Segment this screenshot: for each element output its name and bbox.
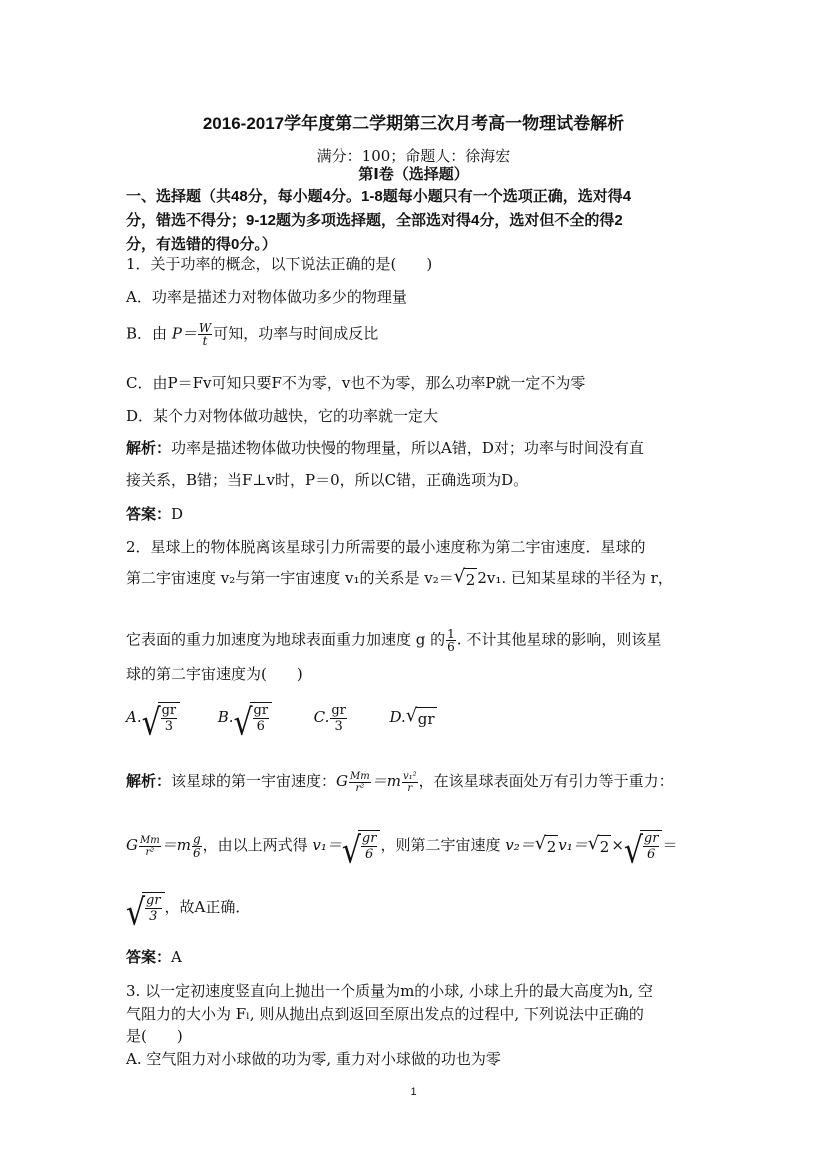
q1-option-c: C．由P＝Fv可知只要F不为零，v也不为零，那么功率P就一定不为零 <box>126 374 586 392</box>
q2-analysis-line-3: √ $\frac{gr}{3}$ ，故A正确． <box>126 892 251 934</box>
instructions-line-1: 一、选择题（共48分，每小题4分。1-8题每小题只有一个选项正确，选对得4 <box>126 188 632 205</box>
q1-stem: 1．关于功率的概念，以下说法正确的是( ) <box>126 255 433 273</box>
page-title: 2016-2017学年度第二学期第三次月考高一物理试卷解析 <box>202 114 625 133</box>
q3-stem-line-3: 是( ) <box>126 1027 183 1045</box>
q2-analysis-line-2: G $\frac{Mm}{\text{r²}}$ ＝m $\frac{g}{6}$ ，由以上两式得 v₁＝ √ $\frac{gr}{6}$ ，则第二宇宙速度 v₂＝ √ 2 v₁＝ √ 2 × √ $\frac{gr}{6}$ ＝ <box>126 830 678 872</box>
section-heading: 第Ⅰ卷（选择题） <box>358 166 469 183</box>
q2-stem-line-3: 它表面的重力加速度为地球表面重力加速度 g 的 $\frac{1}{6}$ . 不计其他星球的影响，则该星 <box>126 627 662 654</box>
q2-option-b: B. √ $\frac{gr}{6}$ <box>218 708 272 726</box>
q2-option-a: A. √ $\frac{gr}{3}$ <box>126 708 180 726</box>
q2-stem-line-1: 2．星球上的物体脱离该星球引力所需要的最小速度称为第二宇宙速度．星球的 <box>126 538 646 556</box>
exam-meta: 满分：100；命题人：徐海宏 <box>316 147 511 165</box>
q1-analysis-line-2: 接关系，B错；当F⊥v时，P＝0，所以C错，正确选项为D。 <box>126 471 529 489</box>
q2-options <box>126 702 437 746</box>
instructions-line-3: 分，有选错的得0分。） <box>126 236 277 253</box>
q3-stem-line-1: 3. 以一定初速度竖直向上抛出一个质量为m的小球, 小球上升的最大高度为h, 空 <box>126 982 654 1000</box>
q1-option-b: B．由 P＝ $\frac{W}{t}$ 可知，功率与时间成反比 <box>126 321 379 348</box>
q2-option-c: C. $\frac{gr}{3}$ <box>313 702 346 734</box>
instructions-line-2: 分，错选不得分；9-12题为多项选择题，全部选对得4分，选对但不全的得2 <box>126 212 623 229</box>
q1-option-d: D．某个力对物体做功越快，它的功率就一定大 <box>126 407 439 425</box>
q1-option-a: A．功率是描述力对物体做功多少的物理量 <box>126 288 407 306</box>
q3-stem-line-2: 气阻力的大小为 Fₗ, 则从抛出点到返回至原出发点的过程中, 下列说法中正确的 <box>126 1005 644 1023</box>
q1-analysis-line-1: 解析：功率是描述物体做功快慢的物理量，所以A错，D对；功率与时间没有直 <box>126 439 644 457</box>
q2-stem-line-4: 球的第二宇宙速度为( ) <box>126 665 303 683</box>
page-number: 1 <box>410 1086 417 1098</box>
q3-option-a: A. 空气阻力对小球做的功为零, 重力对小球做的功也为零 <box>126 1050 501 1068</box>
q2-analysis-line-1: 解析：该星球的第一宇宙速度：G $\frac{Mm}{\text{r²}}$ ＝m $\frac{\text{v₁²}}{r}$ ，在该星球表面处万有引力等于重力： <box>126 770 674 794</box>
q1-answer: 答案：D <box>126 505 184 523</box>
q2-option-d: D. √ gr <box>389 704 435 728</box>
q2-stem-line-2: 第二宇宙速度 v₂与第一宇宙速度 v₁的关系是 v₂＝ √ 2 2v₁. 已知某星球的半径为 r， <box>126 565 673 589</box>
q2-answer: 答案：A <box>126 948 182 966</box>
